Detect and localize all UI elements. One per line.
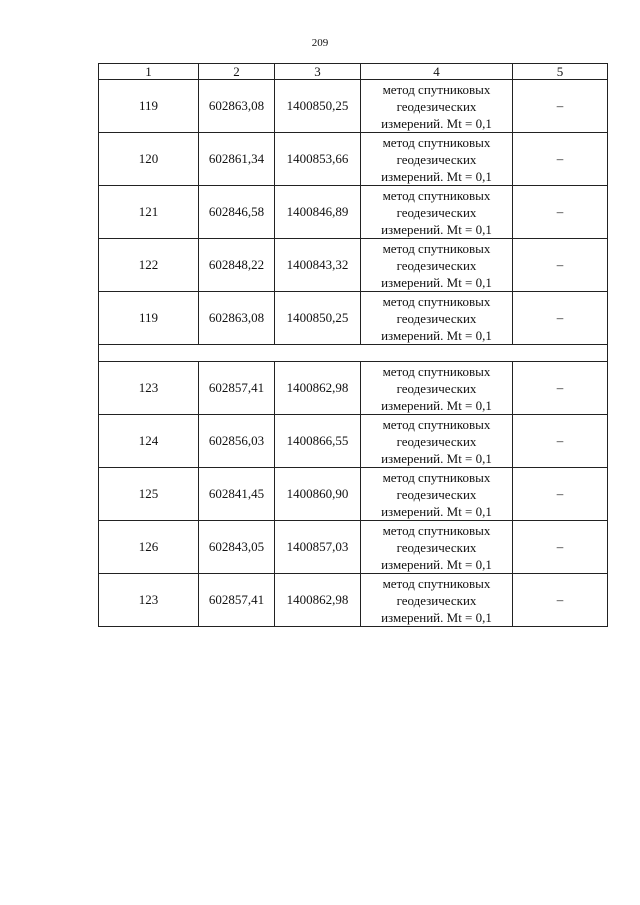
method-cell — [361, 292, 513, 345]
method-line-2: геодезических — [396, 151, 477, 167]
coord-y: 1400862,98 — [275, 362, 361, 415]
header-col-3: 3 — [275, 64, 361, 80]
coord-x: 602863,08 — [199, 80, 275, 133]
method-line-1: метод спутниковых — [382, 522, 491, 538]
group-separator-cell — [99, 345, 608, 362]
method-line-3: измерений. Mt = 0,1 — [381, 274, 492, 290]
dash-cell: – — [513, 133, 608, 186]
dash-cell: – — [513, 468, 608, 521]
dash-cell: – — [513, 239, 608, 292]
coord-y: 1400857,03 — [275, 521, 361, 574]
method-line-3: измерений. Mt = 0,1 — [381, 221, 492, 237]
coord-y: 1400862,98 — [275, 574, 361, 627]
method-line-1: метод спутниковых — [382, 416, 491, 432]
method-line-2: геодезических — [396, 539, 477, 555]
table-row — [99, 239, 608, 292]
table-row — [99, 521, 608, 574]
method-line-2: геодезических — [396, 257, 477, 273]
table-row — [99, 80, 608, 133]
dash-cell: – — [513, 292, 608, 345]
coord-x: 602848,22 — [199, 239, 275, 292]
method-line-3: измерений. Mt = 0,1 — [381, 327, 492, 343]
header-col-4: 4 — [361, 64, 513, 80]
point-number: 120 — [99, 133, 199, 186]
method-line-3: измерений. Mt = 0,1 — [381, 450, 492, 466]
method-line-2: геодезических — [396, 380, 477, 396]
method-line-2: геодезических — [396, 486, 477, 502]
method-cell — [361, 521, 513, 574]
header-col-1: 1 — [99, 64, 199, 80]
table-row — [99, 186, 608, 239]
header-col-5: 5 — [513, 64, 608, 80]
method-line-1: метод спутниковых — [382, 293, 491, 309]
table-row — [99, 362, 608, 415]
method-cell — [361, 80, 513, 133]
coord-y: 1400846,89 — [275, 186, 361, 239]
method-line-2: геодезических — [396, 433, 477, 449]
coord-x: 602843,05 — [199, 521, 275, 574]
coord-y: 1400866,55 — [275, 415, 361, 468]
method-line-2: геодезических — [396, 592, 477, 608]
point-number: 126 — [99, 521, 199, 574]
coord-x: 602846,58 — [199, 186, 275, 239]
dash-cell: – — [513, 362, 608, 415]
method-cell — [361, 133, 513, 186]
method-line-3: измерений. Mt = 0,1 — [381, 503, 492, 519]
table-row — [99, 292, 608, 345]
method-line-3: измерений. Mt = 0,1 — [381, 397, 492, 413]
coord-x: 602861,34 — [199, 133, 275, 186]
table-header-row — [99, 64, 608, 80]
method-cell — [361, 468, 513, 521]
point-number: 123 — [99, 362, 199, 415]
coord-y: 1400850,25 — [275, 80, 361, 133]
point-number: 121 — [99, 186, 199, 239]
table-row — [99, 468, 608, 521]
method-line-1: метод спутниковых — [382, 575, 491, 591]
point-number: 122 — [99, 239, 199, 292]
coord-y: 1400850,25 — [275, 292, 361, 345]
method-cell — [361, 362, 513, 415]
group-separator-row — [99, 345, 608, 362]
method-line-2: геодезических — [396, 98, 477, 114]
table-row — [99, 574, 608, 627]
method-cell — [361, 239, 513, 292]
table-row — [99, 133, 608, 186]
method-line-1: метод спутниковых — [382, 469, 491, 485]
coord-y: 1400860,90 — [275, 468, 361, 521]
coord-x: 602841,45 — [199, 468, 275, 521]
method-line-3: измерений. Mt = 0,1 — [381, 168, 492, 184]
method-cell — [361, 574, 513, 627]
point-number: 119 — [99, 292, 199, 345]
point-number: 124 — [99, 415, 199, 468]
coord-y: 1400853,66 — [275, 133, 361, 186]
dash-cell: – — [513, 521, 608, 574]
coord-y: 1400843,32 — [275, 239, 361, 292]
dash-cell: – — [513, 80, 608, 133]
point-number: 123 — [99, 574, 199, 627]
method-line-2: геодезических — [396, 204, 477, 220]
point-number: 125 — [99, 468, 199, 521]
coord-x: 602857,41 — [199, 574, 275, 627]
coord-x: 602863,08 — [199, 292, 275, 345]
method-cell — [361, 186, 513, 239]
method-line-3: измерений. Mt = 0,1 — [381, 609, 492, 625]
method-line-1: метод спутниковых — [382, 187, 491, 203]
method-line-3: измерений. Mt = 0,1 — [381, 556, 492, 572]
coordinates-table — [98, 63, 608, 627]
dash-cell: – — [513, 415, 608, 468]
header-col-2: 2 — [199, 64, 275, 80]
page-number: 209 — [311, 37, 329, 49]
method-line-1: метод спутниковых — [382, 363, 491, 379]
dash-cell: – — [513, 574, 608, 627]
dash-cell: – — [513, 186, 608, 239]
method-line-1: метод спутниковых — [382, 81, 491, 97]
coord-x: 602856,03 — [199, 415, 275, 468]
point-number: 119 — [99, 80, 199, 133]
coord-x: 602857,41 — [199, 362, 275, 415]
method-line-1: метод спутниковых — [382, 134, 491, 150]
method-line-2: геодезических — [396, 310, 477, 326]
method-cell — [361, 415, 513, 468]
method-line-3: измерений. Mt = 0,1 — [381, 115, 492, 131]
method-line-1: метод спутниковых — [382, 240, 491, 256]
table-row — [99, 415, 608, 468]
